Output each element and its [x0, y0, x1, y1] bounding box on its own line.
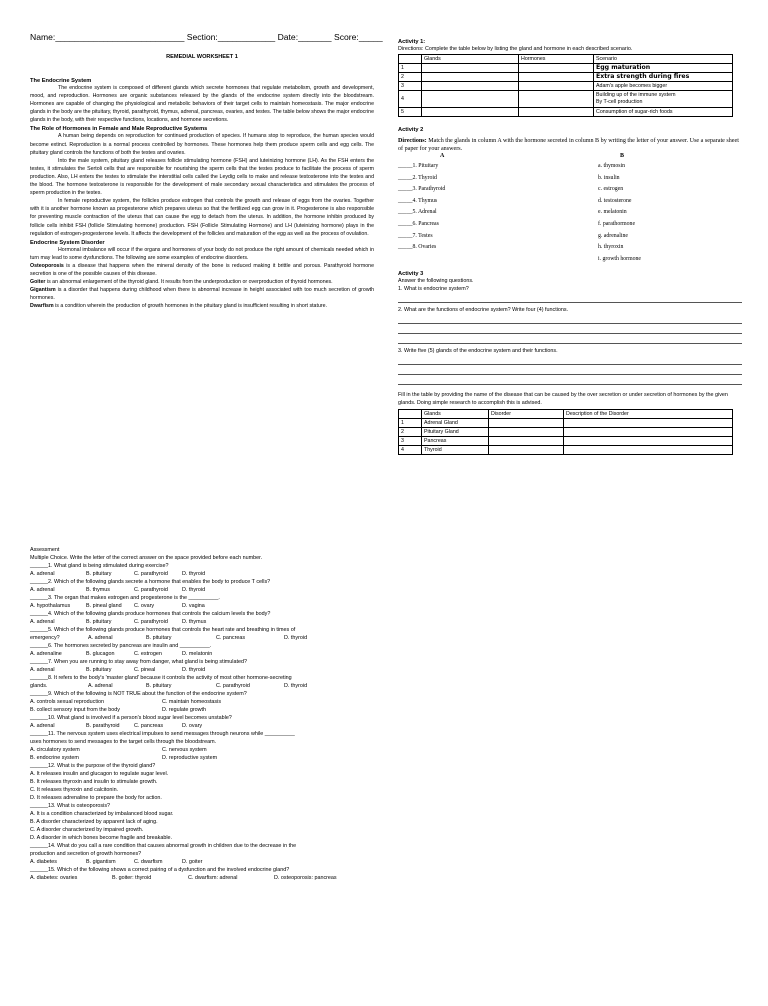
- table-row: [399, 82, 733, 91]
- table-header-cell: [399, 55, 422, 64]
- disorder-title: Endocrine System Disorder: [30, 239, 105, 246]
- answer-option: A. It is a condition characterized by imbalanced blood sugar.: [30, 811, 174, 817]
- activity2-directions: [398, 137, 742, 153]
- answer-line[interactable]: [398, 314, 742, 324]
- table-row: [399, 446, 733, 455]
- disorder-cell[interactable]: [489, 437, 564, 446]
- name-label: Name:: [30, 32, 56, 42]
- option-row: [30, 682, 374, 690]
- scenario-line: Building up of the immune system: [596, 91, 676, 98]
- question-text[interactable]: ______10. What gland is involved if a person's blood sugar level becomes unstable?: [30, 715, 232, 721]
- answer-option: A. controls sexual reproduction: [30, 699, 105, 705]
- answer-option: B. goiter: thyroid: [112, 875, 152, 881]
- section-label: Section:: [186, 32, 218, 42]
- answer-option: D. osteoporosis: pancreas: [274, 875, 337, 881]
- question-item: [30, 658, 374, 674]
- option-row: [30, 722, 374, 730]
- assessment-directions: Multiple Choice. Write the letter of the correct answer on the space provided before each number.: [30, 555, 263, 561]
- disorder-text: is a disease that happens when the mineral density of the bone is reduced making it brittle and porous. Parathyroid hormone secretion is one of the possible causes of this disease.: [30, 262, 374, 277]
- question-item: [30, 730, 374, 762]
- answer-option: D. thyroid: [182, 571, 206, 577]
- option-row: [30, 634, 374, 642]
- answer-option: C. nervous system: [162, 747, 207, 753]
- column-b-item: d. testosterone: [598, 197, 632, 204]
- question-item: [30, 562, 374, 578]
- answer-option: A. hypothalamus: [30, 603, 71, 609]
- disorder-cell[interactable]: [489, 446, 564, 455]
- disorder-term: Goiter: [30, 279, 46, 286]
- question-item: [30, 642, 374, 658]
- answer-option: A. adrenal: [30, 667, 55, 673]
- column-a-item[interactable]: _____5. Adrenal: [398, 209, 437, 216]
- endocrine-system-title: The Endocrine System: [30, 78, 92, 84]
- answer-option: B. pituitary: [146, 635, 172, 641]
- question-item: [30, 674, 374, 690]
- answer-option: C. parathyroid: [134, 571, 168, 577]
- question-item: [30, 594, 374, 610]
- question-item: [30, 866, 374, 882]
- answer-option: C. A disorder characterized by impaired growth.: [30, 827, 144, 833]
- answer-option: B. pineal gland: [86, 603, 122, 609]
- column-a-item[interactable]: _____1. Pituitary: [398, 163, 439, 169]
- answer-option: A. It releases insulin and glucagon to regulate sugar level.: [30, 771, 169, 777]
- column-a-item[interactable]: _____3. Parathyroid: [398, 186, 446, 193]
- matching-column-headers: [398, 153, 742, 163]
- answer-option: D. regulate growth: [162, 707, 207, 713]
- section-blank[interactable]: ____________: [217, 32, 276, 42]
- directions-label: Directions:: [398, 138, 427, 144]
- answer-option: B. gigantism: [86, 859, 116, 865]
- score-blank[interactable]: _____: [358, 32, 383, 42]
- question-text[interactable]: ______14. What do you call a rare condition that causes abnormal growth in children due to the decrease in the: [30, 843, 297, 849]
- activity3-question-1: 1. What is endocrine system?: [398, 286, 469, 293]
- answer-option: B. thymus: [86, 587, 110, 593]
- disorder-goiter: [30, 278, 374, 286]
- answer-option: D. It releases adrenaline to prepare the body for action.: [30, 795, 162, 801]
- scenario-cell: Adam's apple becomes bigger: [594, 82, 733, 91]
- option-row: [30, 698, 374, 706]
- answer-option: D. goiter: [182, 859, 203, 865]
- gland-cell[interactable]: [422, 73, 519, 82]
- disorder-gigantism: [30, 286, 374, 302]
- matching-row: [398, 244, 742, 256]
- gland-cell[interactable]: [422, 82, 519, 91]
- column-a-item[interactable]: _____4. Thymus: [398, 197, 438, 204]
- answer-option: C. parathyroid: [134, 587, 168, 593]
- answer-option: A. diabetes: [30, 859, 57, 865]
- option-row: [30, 618, 374, 626]
- answer-line[interactable]: [398, 355, 742, 365]
- answer-option: A. adrenal: [30, 571, 55, 577]
- table-row: [399, 108, 733, 117]
- row-number: 1: [399, 64, 422, 73]
- disorder-text: is an abnormal enlargement of the thyroid gland. It results from the underproduction or overproduction of thyroid hormones.: [45, 279, 333, 286]
- endocrine-system-text: The endocrine system is composed of different glands which secrete hormones that regulate metabolism, growth and development, mood, and reproduction. Hormones are organic substances released by the glands of the endocrine system directly into the bloodstream. Hormones are capable of changing the physiological and metabolic behaviors of their target cells to maintain homeostasis. The major endocrine glands in the body are the pituitary, thyroid, parathyroid, thymus, adrenal, pancreas, ovaries, and testes. The table below shows the major endocrine glands in the body, with their respective functions, locations, and hormone secretions.: [30, 85, 374, 124]
- question-text[interactable]: ______8. It refers to the body's 'master gland' because it controls the activity of most other hormone-secreting: [30, 675, 292, 681]
- activity3-directions: Answer the following questions.: [398, 278, 474, 285]
- date-blank[interactable]: _______: [298, 32, 332, 42]
- question-item: [30, 762, 374, 802]
- answer-option: B. A disorder characterized by apparent lack of aging.: [30, 819, 158, 825]
- answer-option: D. melatonin: [182, 651, 213, 657]
- question-text-continued: uses hormones to send messages to the target cells through the bloodstream.: [30, 739, 217, 745]
- question-text[interactable]: ______11. The nervous system uses electrical impulses to send messages through neurons while __________: [30, 731, 295, 737]
- question-item: [30, 842, 374, 866]
- gland-cell[interactable]: [422, 108, 519, 117]
- disorder-cell[interactable]: [489, 428, 564, 437]
- hormone-cell[interactable]: [519, 108, 594, 117]
- answer-line[interactable]: [398, 334, 742, 344]
- answer-option: C. maintain homeostasis: [162, 699, 222, 705]
- column-b-item: f. parathormone: [598, 220, 636, 227]
- description-cell[interactable]: [564, 428, 733, 437]
- disorder-term: Dwarfism: [30, 303, 54, 310]
- gland-cell: Adrenal Gland: [422, 419, 489, 428]
- reproduction-paragraph-3: In female reproductive system, the follicles produce estrogen that controls the growth and release of eggs from the ovaries. Together with it is another hormone known as progesterone which prepares uterus so that the fertilized egg can grow in it. Progesterone is also responsible for preventing muscle contraction of the uterus that can cause the egg to detach from the uterus. In addition, the hormone inhibin produced by follicle cells inhibit FSH (follicle Stimulating hormone) production. FSH (Follicle Stimulating Hormone) and LH (luteinizing hormone) plays in the regulation of estrogen-progesterone levels. It affects the development of the follicles and maturation of the egg as well as the process of ovulation.: [30, 198, 374, 237]
- matching-row: [398, 221, 742, 233]
- column-a-item[interactable]: _____7. Testes: [398, 232, 433, 239]
- question-item: [30, 690, 374, 714]
- answer-option: C. dwarfism: adrenal: [188, 875, 238, 881]
- row-number: 3: [399, 82, 422, 91]
- answer-option: A. adrenal: [88, 683, 113, 689]
- column-a-item[interactable]: _____6. Pancreas: [398, 220, 439, 227]
- matching-row: [398, 233, 742, 245]
- answer-option: D. thyroid: [284, 635, 308, 641]
- question-text[interactable]: ______13. What is osteoporosis?: [30, 803, 111, 809]
- description-cell[interactable]: [564, 419, 733, 428]
- answer-option: B. parathyroid: [86, 723, 120, 729]
- disorder-cell[interactable]: [489, 419, 564, 428]
- student-info-header: [30, 32, 383, 42]
- matching-row: [398, 256, 742, 268]
- option-row: [30, 666, 374, 674]
- answer-option: A. adrenaline: [30, 651, 62, 657]
- option-row: [30, 602, 374, 610]
- scenario-cell: Consumption of sugar-rich foods: [594, 108, 733, 117]
- answer-line[interactable]: [398, 293, 742, 303]
- answer-option: A. adrenal: [30, 587, 55, 593]
- activity3-question-2: 2. What are the functions of endocrine system? Write four (4) functions.: [398, 307, 569, 314]
- matching-row: [398, 163, 742, 175]
- column-b-item: c. estrogen: [598, 186, 624, 193]
- answer-option: B. pituitary: [146, 683, 172, 689]
- table-header-cell: Glands: [422, 55, 519, 64]
- question-text-continued: production and secretion of growth hormones?: [30, 851, 142, 857]
- activity1-table: [398, 54, 733, 117]
- activity3-title: Activity 3: [398, 271, 424, 278]
- matching-row: [398, 175, 742, 187]
- matching-row: [398, 186, 742, 198]
- question-text[interactable]: ______5. Which of the following glands produce hormones that controls the heart rate and breathing in times of: [30, 627, 296, 633]
- answer-option: C. parathyroid: [216, 683, 250, 689]
- answer-option: C. pineal: [134, 667, 156, 673]
- right-column: [398, 39, 742, 455]
- table-header-cell: Scenario: [594, 55, 733, 64]
- disorder-text: is a condition wherein the production of growth hormones in the pituitary gland is insufficient resulting in short stature.: [53, 303, 327, 310]
- answer-option: C. It releases thyroxin and calcitonin.: [30, 787, 119, 793]
- assessment-title: Assessment: [30, 547, 60, 553]
- disorder-term: Gigantism: [30, 287, 56, 294]
- row-number: 4: [399, 91, 422, 108]
- answer-option: C. dwarfism: [134, 859, 163, 865]
- option-row: [30, 706, 374, 714]
- answer-option: B. glucagon: [86, 651, 115, 657]
- table-row: [399, 91, 733, 108]
- reproduction-paragraph-1: A human being depends on reproduction for continued production of species. If humans stop to reproduce, the human species would become extinct. Reproduction is a normal process controlled by hormones. These hormones help them produce sperm cells and egg cells. The pituitary gland controls the functions of both the testes and ovaries.: [30, 133, 374, 156]
- answer-option: B. pituitary: [86, 619, 112, 625]
- answer-option: A. adrenal: [30, 723, 55, 729]
- question-item: [30, 610, 374, 626]
- question-text[interactable]: ______3. The organ that makes estrogen and progesterone is the __________.: [30, 595, 220, 601]
- answer-option: A. adrenal: [88, 635, 113, 641]
- answer-option: D. thyroid: [182, 587, 206, 593]
- question-text[interactable]: ______4. Which of the following glands produce hormones that controls the calcium levels the body?: [30, 611, 271, 617]
- directions-text: Match the glands in column A with the hormone secreted in column B by writing the letter of your answer. Use a separate sheet of paper for your answers.: [398, 138, 739, 152]
- row-number: 5: [399, 108, 422, 117]
- disorder-dwarfism: [30, 302, 374, 310]
- column-b-item: e. melatonin: [598, 209, 627, 216]
- table-header-cell: Glands: [422, 410, 489, 419]
- answer-option: D. vagina: [182, 603, 205, 609]
- description-cell[interactable]: [564, 437, 733, 446]
- answer-option: B. collect sensory input from the body: [30, 707, 120, 713]
- hormone-cell[interactable]: [519, 73, 594, 82]
- column-a-item[interactable]: _____2. Thyroid: [398, 174, 437, 181]
- question-text[interactable]: ______9. Which of the following is NOT TRUE about the function of the endocrine system?: [30, 691, 247, 697]
- column-a-item[interactable]: _____8. Ovaries: [398, 244, 437, 251]
- activity4-directions: Fill in the table by providing the name of the disease that can be caused by the over secretion or under secretion of hormones by the given glands. Doing simple research to accomplish this is advised.: [398, 392, 728, 407]
- column-b-item: h. thyroxin: [598, 244, 624, 251]
- reproduction-title: The Role of Hormones in Female and Male Reproductive Systems: [30, 126, 208, 133]
- column-b-header: B: [620, 153, 625, 159]
- question-text[interactable]: ______12. What is the purpose of the thyroid gland?: [30, 763, 156, 769]
- answer-option: B. endocrine system: [30, 755, 79, 761]
- answer-line[interactable]: [398, 375, 742, 385]
- answer-option: D. thyroid: [284, 683, 308, 689]
- matching-row: [398, 198, 742, 210]
- answer-option: D. A disorder in which bones become fragile and breakable.: [30, 835, 173, 841]
- table-row: [399, 419, 733, 428]
- column-b-item: b. insulin: [598, 174, 620, 181]
- row-number: 1: [399, 419, 422, 428]
- activity3-question-3: 3. Write five (5) glands of the endocrine system and their functions.: [398, 348, 558, 355]
- hormone-cell[interactable]: [519, 91, 594, 108]
- answer-option: B. pituitary: [86, 571, 112, 577]
- gland-cell[interactable]: [422, 91, 519, 108]
- answer-option: B. pituitary: [86, 667, 112, 673]
- row-number: 3: [399, 437, 422, 446]
- row-number: 2: [399, 73, 422, 82]
- table-header-cell: [399, 410, 422, 419]
- table-header-cell: Hormones: [519, 55, 594, 64]
- table-row: [399, 64, 733, 73]
- option-row: [30, 754, 374, 762]
- disorder-intro: Hormonal imbalance will occur if the organs and hormones of your body do not produce the right amount of chemicals needed which in turn may lead to some dysfunctions. The following are some examples of endocrine disorders.: [30, 246, 374, 261]
- description-cell[interactable]: [564, 446, 733, 455]
- matching-list: [398, 163, 742, 267]
- gland-cell: Pituitary Gland: [422, 428, 489, 437]
- row-number: 4: [399, 446, 422, 455]
- option-row: [30, 858, 374, 866]
- gland-cell: Pancreas: [422, 437, 489, 446]
- question-text[interactable]: ______1. What gland is being stimulated during exercise?: [30, 563, 169, 569]
- answer-option: C. pancreas: [134, 723, 164, 729]
- scenario-line: By T-cell production: [596, 99, 643, 105]
- answer-line[interactable]: [398, 365, 742, 375]
- table-row: [399, 428, 733, 437]
- table-header-cell: Disorder: [489, 410, 564, 419]
- row-number: 2: [399, 428, 422, 437]
- answer-option: C. ovary: [134, 603, 155, 609]
- answer-option: A. circulatory system: [30, 747, 80, 753]
- option-row: [30, 586, 374, 594]
- option-row: [30, 746, 374, 754]
- scenario-cell: Egg maturation: [594, 64, 733, 73]
- left-column: [30, 32, 383, 310]
- table-row: [399, 73, 733, 82]
- answer-option: glands.: [30, 683, 48, 689]
- table-header-cell: Description of the Disorder: [564, 410, 733, 419]
- disorder-text: is a disorder that happens during childhood when there is abnormal increase in height associated with too much secretion of growth hormones.: [30, 287, 374, 302]
- option-row: [30, 874, 374, 882]
- question-text[interactable]: ______15. Which of the following shows a correct pairing of a dysfunction and the involved endocrine gland?: [30, 867, 290, 873]
- table-header-row: [399, 55, 733, 64]
- answer-option: D. ovary: [182, 723, 203, 729]
- answer-option: A. diabetes: ovaries: [30, 875, 78, 881]
- gland-cell: Thyroid: [422, 446, 489, 455]
- answer-option: D. thyroid: [182, 667, 206, 673]
- column-b-item: a. thymosin: [598, 163, 626, 169]
- worksheet-title: REMEDIAL WORKSHEET 1: [166, 54, 238, 60]
- activity2-title: Activity 2: [398, 127, 424, 133]
- option-row: [30, 570, 374, 578]
- answer-option: C. parathyroid: [134, 619, 168, 625]
- column-a-header: A: [440, 153, 445, 159]
- name-blank[interactable]: ___________________________: [55, 32, 185, 42]
- answer-option: A. adrenal: [30, 619, 55, 625]
- column-b-item: i. growth hormone: [598, 255, 641, 262]
- table-header-row: [399, 410, 733, 419]
- disorder-osteoporosis: [30, 262, 374, 278]
- question-item: [30, 714, 374, 730]
- hormone-cell[interactable]: [519, 64, 594, 73]
- score-label: Score:: [333, 32, 359, 42]
- assessment-section: [30, 546, 374, 882]
- answer-option: B. It releases thyroxin and insulin to stimulate growth.: [30, 779, 158, 785]
- hormone-cell[interactable]: [519, 82, 594, 91]
- question-item: [30, 802, 374, 842]
- question-item: [30, 626, 374, 642]
- question-text[interactable]: ______6. The hormones secreted by pancreas are insulin and __________.: [30, 643, 212, 649]
- activity1-directions: Directions: Complete the table below by listing the gland and hormone in each described scenario.: [398, 46, 633, 52]
- question-list: [30, 562, 374, 882]
- table-row: [399, 437, 733, 446]
- reproduction-paragraph-2: Into the male system, pituitary gland releases follicle stimulating hormone (FSH) and luteinizing hormone (LH). As the FSH enters the testes, it stimulates the Sertoli cells that are responsible for nourishing the sperm cells that the testes produce to facilitate the process of sperm production. Also, LH enters the testes to stimulate the interstitial cells called the Leydig cells to make and release testosterone into the testes and the blood. The hormone testosterone is responsible for the development of male secondary sexual characteristics and stimulates the process of sperm production in the testes.: [30, 157, 374, 197]
- scenario-cell: Extra strength during fires: [594, 73, 733, 82]
- question-text[interactable]: ______2. Which of the following glands secrete a hormone that enables the body to produce T cells?: [30, 579, 271, 585]
- answer-line[interactable]: [398, 324, 742, 334]
- date-label: Date:: [277, 32, 299, 42]
- scenario-cell: [594, 91, 733, 108]
- answer-option: C. estrogen: [134, 651, 162, 657]
- column-b-item: g. adrenaline: [598, 232, 628, 239]
- activity4-table: [398, 409, 733, 455]
- answer-option: D. reproductive system: [162, 755, 218, 761]
- question-item: [30, 578, 374, 594]
- option-row: [30, 650, 374, 658]
- activity1-title: Activity 1:: [398, 39, 426, 45]
- answer-option: emergency?: [30, 635, 60, 641]
- gland-cell[interactable]: [422, 64, 519, 73]
- answer-option: D. thymus: [182, 619, 207, 625]
- question-text[interactable]: ______7. When you are running to stay away from danger, what gland is being stimulated?: [30, 659, 247, 665]
- matching-row: [398, 209, 742, 221]
- disorder-term: Osteoporosis: [30, 262, 64, 269]
- answer-option: C. pancreas: [216, 635, 246, 641]
